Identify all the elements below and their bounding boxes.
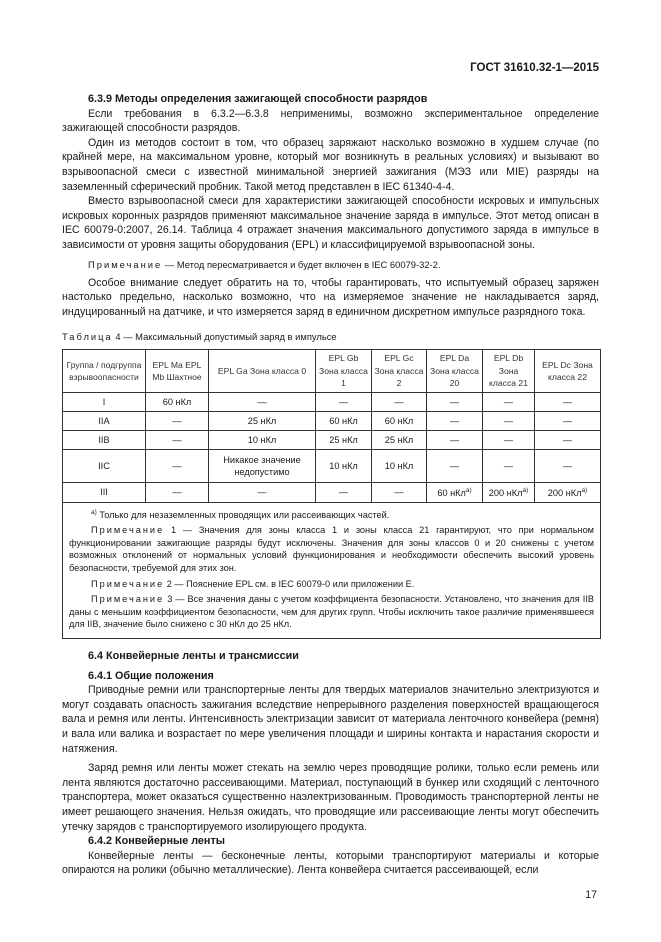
note-text: 1 — Значения для зоны класса 1 и зоны класса 21 гарантируют, что при нормальном функционировании зажигающие разряды будут исключены. Значения для зоны классов 0 и 20 снижены с учетом возможных отклонений от нормальных условий функционирования и необходимости обеспечить высокий уровень безопасности, требуемой для этих зон. [69, 525, 594, 573]
table-cell [483, 392, 535, 411]
cell-value: — [449, 396, 460, 407]
page-number: 17 [585, 888, 597, 901]
cell-value: — [257, 486, 267, 497]
caption-text: 4 — Максимальный допустимый заряд в импульсе [112, 331, 337, 343]
footnote-marker: a) [91, 508, 97, 516]
cell-value: IIC [98, 460, 110, 471]
cell-value: 200 нКл [488, 487, 523, 498]
footnote-marker: a) [465, 486, 472, 494]
cell-value: 60 нКл [384, 415, 414, 426]
section-title-6-4: 6.4 Конвейерные ленты и трансмиссии [88, 649, 299, 662]
table-note-3 [69, 593, 594, 631]
cell-value: — [394, 486, 404, 497]
cell-value: — [338, 396, 349, 407]
table-cell [372, 411, 427, 430]
note [62, 258, 599, 271]
note-text: 3 — Все значения даны с учетом коэффициента безопасности. Установлено, что значения для IIB даны с меньшим коэффициентом безопасности, чем для других групп. Чтобы исключить такое различие применявшееся для IIB, значение было снижено с 30 нКл до 25 нКл. [69, 594, 594, 630]
table-cell [146, 449, 209, 482]
table-row [63, 411, 601, 430]
table-header-row [63, 349, 601, 392]
cell-value: III [100, 486, 108, 497]
cell-value: — [449, 415, 460, 426]
column-header: EPL Da Зона класса 20 [427, 349, 483, 392]
cell-value: 60 нКл [162, 396, 192, 407]
table-cell [63, 430, 146, 449]
section-title-6-4-2: 6.4.2 Конвейерные ленты [88, 835, 225, 848]
table-cell [372, 430, 427, 449]
table-cell [427, 482, 483, 502]
cell-value: 25 нКл [329, 434, 358, 445]
table-cell [209, 411, 316, 430]
table-cell [372, 392, 427, 411]
caption-label: Таблица [62, 331, 113, 343]
paragraph: Приводные ремни или транспортерные ленты для твердых материалов значительно электризуются и могут создавать опасность зажигания вследствие непрерывного разделения поверхностей вращающегося вала и ремня или ленты. Интенсивность электризации зависит от материала ленточного конвейера (ремня) и вала или валика и возрастает по мере увеличения площади и ширины контакта и нарастания скорости и натяжения. [62, 684, 599, 755]
cell-value: — [172, 415, 182, 426]
cell-value: — [562, 434, 573, 445]
table-cell [427, 392, 483, 411]
cell-value: — [503, 434, 514, 445]
paragraph: Заряд ремня или ленты может стекать на землю через проводящие ролики, только если ремень или лента являются достаточно рассеивающими. Материал, поступающий в бункер или сходящий с ленточного транспортера, может оказаться существенно наэлектризованным. Проводимость транспортерной ленты не имеет решающего значения. Нельзя ожидать, что проводящие или рассеивающие ленты могут обеспечить утечку зарядов с транспортируемого изолирующего продукта. [62, 762, 599, 833]
cell-value: — [394, 396, 404, 407]
table-cell [209, 430, 316, 449]
section-title-6-4-1: 6.4.1 Общие положения [88, 669, 214, 682]
footnote-text: Только для незаземленных проводящих или рассеивающих частей. [99, 509, 390, 520]
table-cell [535, 482, 601, 502]
cell-value: 60 нКл [329, 415, 358, 426]
cell-value: Никакое значение недопустимо [223, 454, 301, 477]
table-cell [316, 449, 372, 482]
paragraph: Конвейерные ленты — бесконечные ленты, которыми транспортируют материалы и которые опираются на ролики (обычно металлические). Лента конвейера считается рассеивающей, если [62, 849, 599, 877]
column-header: EPL Ma EPL Mb Шахтное [146, 349, 209, 392]
table-cell [146, 411, 209, 430]
note-text: 2 — Пояснение EPL см. в IEC 60079-0 или приложении Е. [164, 578, 415, 589]
paragraph: Вместо взрывоопасной смеси для характеристики зажигающей способности искровых и импульсных искровых коронных разрядов применяют максимальное значение заряда в импульсе. Этот метод описан в IEC 60079-0:2007, 26.14. Таблица 4 отражает значения максимального допустимого заряда в импульсе в зависимости от уровня защиты оборудования (EPL) и классифицируемой взрывоопасной зоны. [62, 195, 599, 251]
table-cell [209, 482, 316, 502]
table-cell [316, 482, 372, 502]
table-cell [209, 449, 316, 482]
cell-value: — [172, 434, 182, 445]
table-row [63, 430, 601, 449]
table-cell [146, 430, 209, 449]
cell-value: I [102, 396, 106, 407]
cell-value: 60 нКл [437, 487, 466, 498]
column-header: EPL Db Зона класса 21 [483, 349, 535, 392]
column-header: EPL Dc Зона класса 22 [535, 349, 601, 392]
column-header: EPL Ga Зона класса 0 [209, 349, 316, 392]
cell-value: — [172, 486, 182, 497]
cell-value: — [503, 415, 514, 426]
table-cell [146, 482, 209, 502]
table-cell [316, 430, 372, 449]
table-row [63, 449, 601, 482]
note-text: — Метод пересматривается и будет включен в IEC 60079-32-2. [162, 258, 441, 270]
table-row [63, 392, 601, 411]
cell-value: — [562, 460, 573, 471]
table-cell [483, 482, 535, 502]
cell-value: IIB [98, 434, 110, 445]
table-cell [535, 411, 601, 430]
table-cell [483, 430, 535, 449]
page-content [62, 0, 599, 942]
table-cell [427, 449, 483, 482]
cell-value: 200 нКл [547, 487, 582, 498]
cell-value: 10 нКл [247, 434, 277, 445]
table-cell [146, 392, 209, 411]
table-notes [63, 502, 601, 638]
table-cell [63, 449, 146, 482]
note-label: Примечание [88, 258, 163, 270]
cell-value: — [503, 396, 514, 407]
cell-value: — [562, 396, 573, 407]
table-cell [372, 482, 427, 502]
cell-value: — [449, 460, 460, 471]
note-label: Примечание [91, 578, 165, 589]
footnote [69, 507, 594, 522]
table-row [63, 482, 601, 502]
cell-value: — [562, 415, 573, 426]
table-cell [535, 449, 601, 482]
cell-value: — [257, 396, 267, 407]
table-cell [535, 430, 601, 449]
table-4 [62, 349, 601, 639]
table-cell [535, 392, 601, 411]
paragraph: Особое внимание следует обратить на то, чтобы гарантировать, что испытуемый образец заряжен настолько предельно, насколько возможно, что на измеряемое значение не накладывается заряд, индуцированный на датчике, и что измеряется заряд в единичном дискретном импульсе разрядного тока. [62, 276, 599, 318]
table-cell [372, 449, 427, 482]
cell-value: — [338, 486, 349, 497]
cell-value: 25 нКл [247, 415, 277, 426]
table-cell [63, 411, 146, 430]
cell-value: — [449, 434, 460, 445]
document-header: ГОСТ 31610.32-1—2015 [470, 62, 599, 74]
table-cell [483, 449, 535, 482]
table-cell [427, 430, 483, 449]
cell-value: — [503, 460, 514, 471]
table-cell [483, 411, 535, 430]
column-header: Группа / подгруппа взрывоопасности [63, 349, 146, 392]
footnote-marker: a) [522, 486, 529, 494]
table-note-1 [69, 524, 594, 574]
column-header: EPL Gb Зона класса 1 [316, 349, 372, 392]
table-cell [316, 411, 372, 430]
table-cell [427, 411, 483, 430]
table-caption [62, 330, 599, 345]
section-title-6-3-9: 6.3.9 Методы определения зажигающей способности разрядов [88, 93, 428, 105]
cell-value: — [172, 460, 182, 471]
table-cell [63, 482, 146, 502]
table-cell [316, 392, 372, 411]
note-label: Примечание [91, 594, 165, 605]
table-cell [209, 392, 316, 411]
cell-value: 25 нКл [384, 434, 414, 445]
paragraph: Если требования в 6.3.2—6.3.8 неприменимы, возможно экспериментальное определение зажигающей способности разрядов. [62, 107, 599, 135]
table-note-2 [69, 578, 594, 591]
column-header: EPL Gc Зона класса 2 [372, 349, 427, 392]
cell-value: 10 нКл [384, 460, 414, 471]
table-cell [63, 392, 146, 411]
footnote-marker: a) [581, 486, 588, 494]
note-label: Примечание [91, 525, 165, 536]
paragraph: Один из методов состоит в том, что образец заряжают насколько возможно в худшем случае (по крайней мере, на максимальном уровне, который мог возникнуть в реальных условиях) и вызывают во взрывоопасной смеси с известной минимальной энергией зажигания (МЭЗ или MIE) разряды на заземленный сферический пробник. Такой метод представлен в IEC 61340-4-4. [62, 136, 599, 193]
cell-value: IIA [98, 415, 110, 426]
cell-value: 10 нКл [329, 460, 358, 471]
